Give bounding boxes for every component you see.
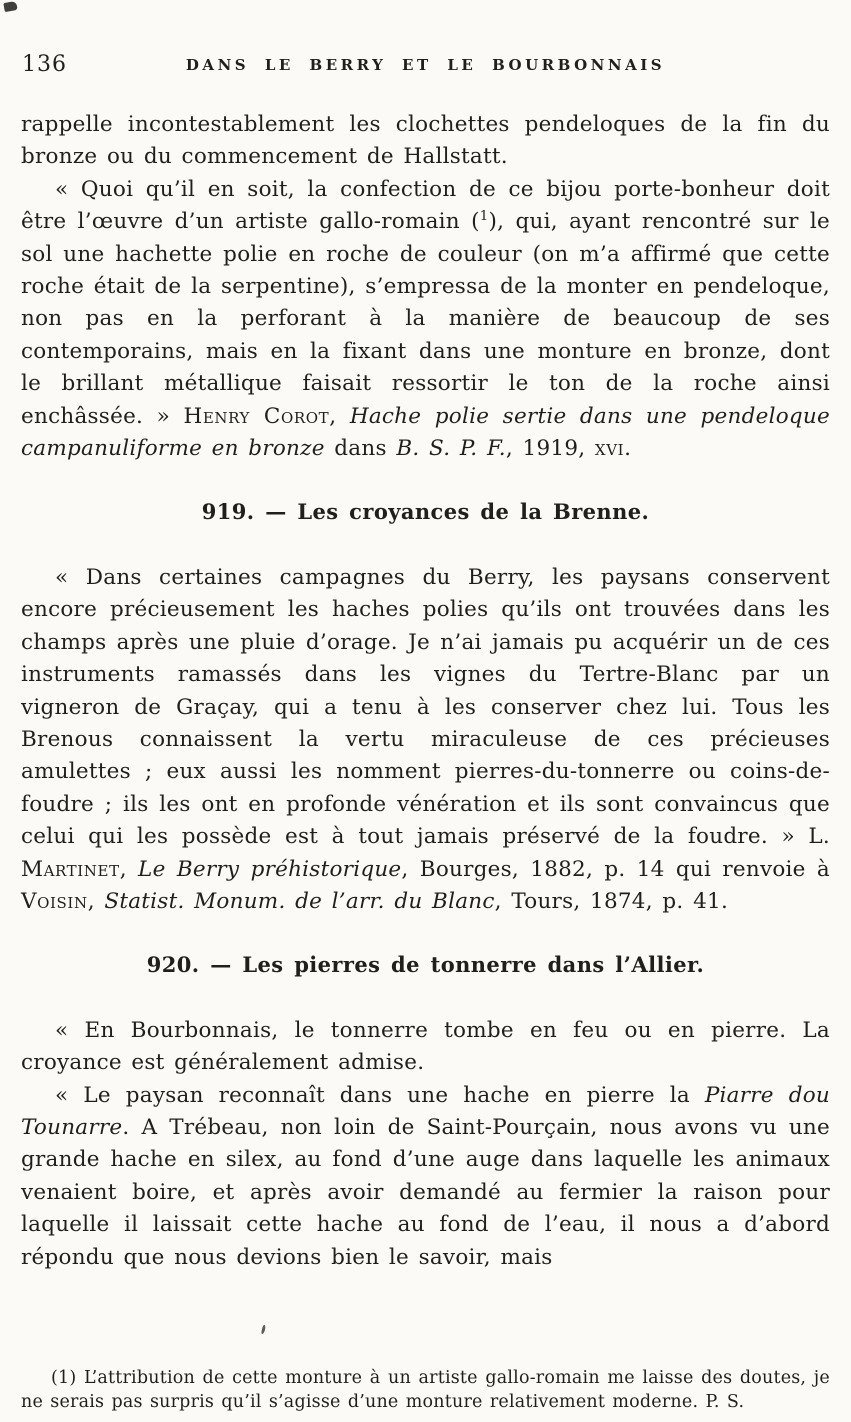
paragraph-bourbonnais-intro: « En Bourbonnais, le tonnerre tombe en feu ou en pierre. La croyance est généralement admise. bbox=[21, 1017, 830, 1076]
paragraph-corot-quote: « Quoi qu’il en soit, la confection de ce bijou porte-bonheur doit être l’œuvre d’un artiste gallo-romain ($^1$), qui, ayant rencontré sur le sol une hachette polie en roche de couleur (on m’a affirmé que cette roche était de la serpentine), s’empressa de la monter en pendeloque, non pas en la perforant à la manière de beaucoup de ses contemporains, mais en la fixant dans une monture en bronze, dont le brillant métallique faisait ressortir le ton de la roche ainsi enchâssée. » Henry Corot, Hache polie sertie dans une pendeloque campanuliforme en bronze dans B. S. P. F., 1919, xvi. bbox=[21, 176, 830, 462]
scan-artifact-icon bbox=[3, 1, 17, 12]
paragraph-martinet-quote: « Dans certaines campagnes du Berry, les paysans conservent encore précieusement les haches polies qu’ils ont trouvées dans les champs après une pluie d’orage. Je n’ai jamais pu acquérir un de ces instruments ramassés dans les vignes du Tertre-Blanc par un vigneron de Graçay, qui a tenu à les conserver chez lui. Tous les Brenous connaissent la vertu miraculeuse de ces précieuses amulettes ; eux aussi les nomment pierres-du-tonnerre ou coins-de-foudre ; ils les ont en profonde vénération et ils sont convaincus que celui qui les possède est à tout jamais préservé de la foudre. » L. Martinet, Le Berry préhistorique, Bourges, 1882, p. 14 qui renvoie à Voisin, Statist. Monum. de l’arr. du Blanc, Tours, 1874, p. 41. bbox=[21, 564, 830, 914]
paragraph-continuation: rappelle incontestablement les clochettes pendeloques de la fin du bronze ou du commencement de Hallstatt. bbox=[21, 112, 830, 170]
page-body bbox=[21, 109, 830, 1274]
entry-heading-919: 919. — Les croyances de la Brenne. bbox=[201, 499, 650, 525]
footnote-1: (1) L’attribution de cette monture à un artiste gallo-romain me laisse des doutes, je ne serais pas surpris qu’il s’agisse d’une monture relativement moderne. P. S. bbox=[21, 1367, 830, 1413]
scan-speck-icon bbox=[261, 1325, 266, 1334]
running-title: DANS LE BERRY ET LE BOURBONNAIS bbox=[185, 56, 666, 74]
paragraph-piarre-dou-tounarre: « Le paysan reconnaît dans une hache en pierre la Piarre dou Tounarre. A Trébeau, non loin de Saint-Pourçain, nous avons vu une grande hache en silex, au fond d’une auge dans laquelle les animaux venaient boire, et après avoir demandé au fermier la raison pour laquelle il laissait cette hache au fond de l’eau, il nous a d’abord répondu que nous devions bien le savoir, mais bbox=[21, 1082, 831, 1270]
page-number: 136 bbox=[22, 52, 67, 77]
page-header bbox=[21, 52, 830, 82]
footnote bbox=[21, 1366, 830, 1415]
entry-heading-920: 920. — Les pierres de tonnerre dans l’Allier. bbox=[146, 952, 705, 978]
